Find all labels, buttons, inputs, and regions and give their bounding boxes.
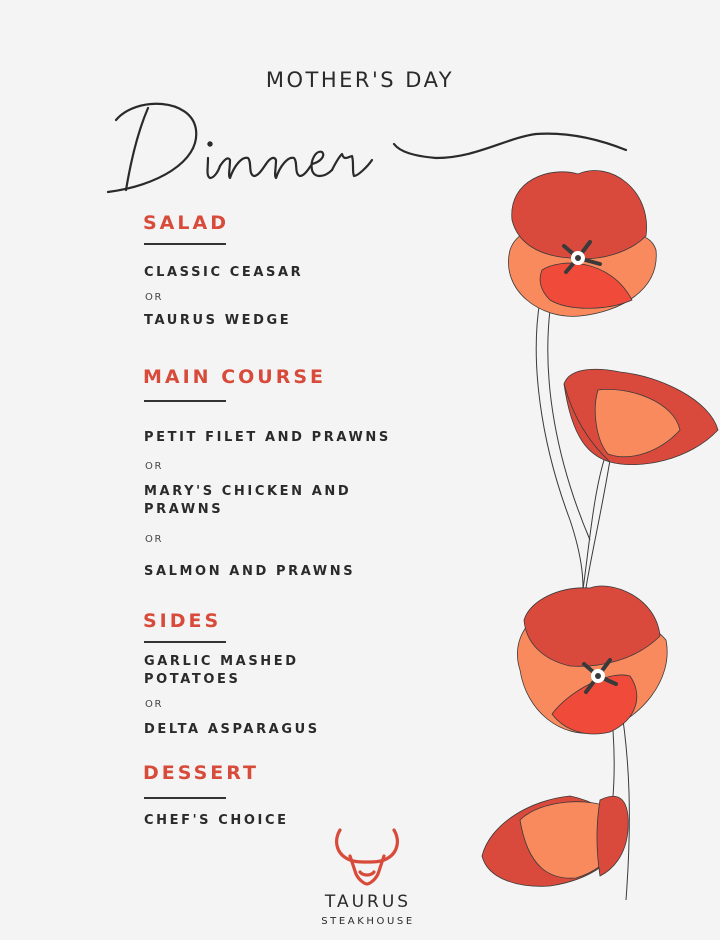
brand-tagline: STEAKHOUSE	[321, 916, 415, 927]
section-divider	[144, 641, 226, 643]
menu-item: CHEF'S CHOICE	[144, 813, 289, 828]
section-heading-dessert: DESSERT	[143, 762, 259, 784]
section-heading-sides: SIDES	[143, 610, 222, 632]
menu-item: MARY'S CHICKEN AND PRAWNS	[144, 484, 352, 517]
menu-item: TAURUS WEDGE	[144, 313, 292, 328]
or-label: OR	[145, 292, 164, 303]
menu-item: PETIT FILET AND PRAWNS	[144, 430, 391, 445]
or-label: OR	[145, 461, 164, 472]
bull-head-icon	[330, 826, 404, 888]
section-divider	[144, 797, 226, 799]
section-heading-main-course: MAIN COURSE	[143, 366, 327, 388]
poppy-illustration	[460, 140, 720, 900]
section-divider	[144, 243, 226, 245]
menu-item: SALMON AND PRAWNS	[144, 564, 356, 579]
event-title: MOTHER'S DAY	[265, 68, 455, 92]
brand-name: TAURUS	[324, 892, 412, 912]
section-divider	[144, 400, 226, 402]
menu-item: GARLIC MASHED POTATOES	[144, 654, 299, 687]
section-heading-salad: SALAD	[143, 212, 229, 234]
menu-item: CLASSIC CEASAR	[144, 265, 304, 280]
menu-item: DELTA ASPARAGUS	[144, 722, 320, 737]
or-label: OR	[145, 699, 164, 710]
or-label: OR	[145, 534, 164, 545]
